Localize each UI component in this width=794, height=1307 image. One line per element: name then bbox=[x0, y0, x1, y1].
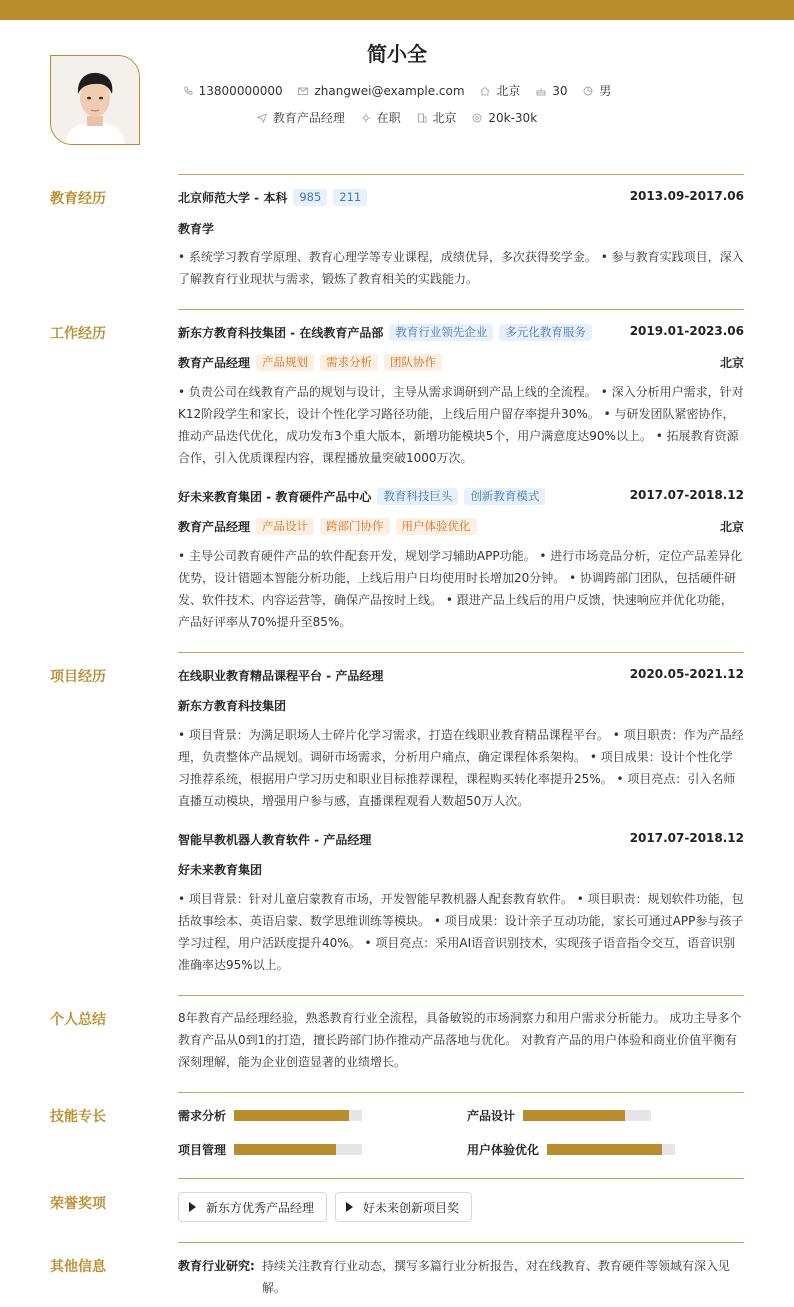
skill-name: 产品设计 bbox=[467, 1109, 516, 1123]
major: 教育学 bbox=[178, 222, 215, 236]
work-date: 2017.07-2018.12 bbox=[629, 488, 744, 502]
job-role: 教育产品经理 bbox=[178, 520, 251, 534]
project-header bbox=[178, 667, 744, 684]
work-location: 北京 bbox=[719, 356, 744, 370]
work-role-row bbox=[178, 518, 744, 535]
section-title-awards: 荣誉奖项 bbox=[50, 1196, 106, 1212]
education-date: 2013.09-2017.06 bbox=[629, 189, 744, 203]
top-accent-bar bbox=[0, 0, 794, 20]
company-tag: 教育行业领先企业 bbox=[389, 324, 493, 341]
gender-icon bbox=[583, 86, 593, 96]
skill-name: 项目管理 bbox=[178, 1143, 227, 1157]
skill-bar bbox=[523, 1110, 651, 1121]
work-date: 2019.01-2023.06 bbox=[629, 324, 744, 338]
divider bbox=[178, 995, 744, 996]
divider bbox=[178, 309, 744, 310]
email-icon bbox=[298, 86, 308, 96]
project-date: 2020.05-2021.12 bbox=[629, 667, 744, 681]
award-chip[interactable]: 新东方优秀产品经理 bbox=[178, 1192, 327, 1222]
position-item: 教育产品经理 bbox=[257, 109, 345, 126]
age-item: 30 bbox=[536, 84, 567, 98]
project-org: 新东方教育科技集团 bbox=[178, 699, 287, 713]
award-chip[interactable]: 好未来创新项目奖 bbox=[335, 1192, 472, 1222]
section-title-education: 教育经历 bbox=[50, 191, 106, 207]
phone-icon bbox=[183, 86, 193, 96]
section-title-summary: 个人总结 bbox=[50, 1012, 106, 1028]
skill-tag: 产品设计 bbox=[256, 518, 314, 535]
section-title-projects: 项目经历 bbox=[50, 669, 106, 685]
salary-item: 20k-30k bbox=[472, 111, 537, 125]
skill-bar-fill bbox=[523, 1110, 625, 1121]
project-header bbox=[178, 831, 744, 848]
company-name: 新东方教育科技集团 - 在线教育产品部 bbox=[178, 326, 384, 340]
company-tag: 创新教育模式 bbox=[464, 488, 545, 505]
cake-icon bbox=[536, 86, 546, 96]
skill-bar-fill bbox=[234, 1110, 349, 1121]
school-tag: 211 bbox=[333, 189, 367, 206]
home-icon bbox=[480, 86, 490, 96]
section-title-skills: 技能专长 bbox=[50, 1109, 106, 1125]
status-icon bbox=[361, 113, 371, 123]
divider bbox=[178, 1092, 744, 1093]
skill-bar bbox=[234, 1110, 362, 1121]
skill-bar-fill bbox=[547, 1144, 662, 1155]
play-icon bbox=[189, 1202, 196, 1212]
other-info-label: 教育行业研究: bbox=[178, 1259, 255, 1273]
salary-icon bbox=[472, 113, 482, 123]
project-name: 智能早教机器人教育软件 - 产品经理 bbox=[178, 833, 372, 847]
job-role: 教育产品经理 bbox=[178, 356, 251, 370]
section-title-other: 其他信息 bbox=[50, 1259, 106, 1275]
project-date: 2017.07-2018.12 bbox=[629, 831, 744, 845]
city-item: 北京 bbox=[417, 109, 457, 126]
skill-tag: 团队协作 bbox=[384, 354, 442, 371]
work-header bbox=[178, 488, 744, 505]
divider bbox=[178, 1242, 744, 1243]
skill-name: 用户体验优化 bbox=[467, 1143, 540, 1157]
summary-text: 8年教育产品经理经验，熟悉教育行业全流程，具备敏锐的市场洞察力和用户需求分析能力。 成功主导多个教育产品从0到1的打造，擅长跨部门协作推动产品落地与优化。 对教育产品的用户体验和商业价值平衡有深刻理解，能为企业创造显著的业绩增长。 bbox=[178, 1011, 742, 1069]
school-tag: 985 bbox=[293, 189, 327, 206]
project-name: 在线职业教育精品课程平台 - 产品经理 bbox=[178, 669, 384, 683]
work-description: • 负责公司在线教育产品的规划与设计，主导从需求调研到产品上线的全流程。 • 深入分析用户需求，针对K12阶段学生和家长，设计个性化学习路径功能，上线后用户留存率提升30%。 • 与研发团队紧密协作，推动产品迭代优化，成功发布3个重大版本，新增功能模块5个，用户满意度达90%以上。 • 拓展教育资源合作，引入优质课程内容，课程播放量突破1000万次。 bbox=[178, 385, 744, 465]
company-tag: 教育科技巨头 bbox=[377, 488, 458, 505]
work-description: • 主导公司教育硬件产品的软件配套开发，规划学习辅助APP功能。 • 进行市场竞品分析，定位产品差异化优势，设计错题本智能分析功能，上线后用户日均使用时长增加20分钟。 • 协调跨部门团队，包括硬件研发、软件技术、内容运营等，确保产品按时上线。 • 跟进产品上线后的用户反馈，快速响应并优化功能，产品好评率从70%提升至85%。 bbox=[178, 549, 743, 629]
work-location: 北京 bbox=[719, 520, 744, 534]
other-info-text: 持续关注教育行业动态，撰写多篇行业分析报告，对在线教育、教育硬件等领域有深入见解。 bbox=[262, 1259, 731, 1295]
email-item: zhangwei@example.com bbox=[298, 84, 464, 98]
divider bbox=[178, 174, 744, 175]
skill-bar-fill bbox=[234, 1144, 336, 1155]
skill-bar bbox=[234, 1144, 362, 1155]
school-name: 北京师范大学 - 本科 bbox=[178, 191, 288, 205]
skill-bar bbox=[547, 1144, 675, 1155]
skill-tag: 产品规划 bbox=[256, 354, 314, 371]
building-icon bbox=[417, 113, 427, 123]
project-org: 好未来教育集团 bbox=[178, 863, 263, 877]
candidate-name: 简小全 bbox=[367, 42, 427, 66]
work-role-row bbox=[178, 354, 744, 371]
education-header bbox=[178, 189, 744, 206]
company-tag: 多元化教育服务 bbox=[499, 324, 592, 341]
skill-name: 需求分析 bbox=[178, 1109, 227, 1123]
avatar bbox=[50, 55, 140, 145]
work-header bbox=[178, 324, 744, 341]
project-description: • 项目背景：针对儿童启蒙教育市场，开发智能早教机器人配套教育软件。 • 项目职责：规划软件功能，包括故事绘本、英语启蒙、数学思维训练等模块。 • 项目成果：设计亲子互动功能，家长可通过APP参与孩子学习过程，用户活跃度提升40%。 • 项目亮点：采用AI语音识别技术，实现孩子语音指令交互，语音识别准确率达95%以上。 bbox=[178, 892, 744, 972]
job-intent-line bbox=[0, 109, 794, 126]
education-description: • 系统学习教育学原理、教育心理学等专业课程，成绩优异，多次获得奖学金。 • 参与教育实践项目，深入了解教育行业现状与需求，锻炼了教育相关的实践能力。 bbox=[178, 250, 744, 286]
section-title-work: 工作经历 bbox=[50, 326, 106, 342]
divider bbox=[178, 652, 744, 653]
play-icon bbox=[346, 1202, 353, 1212]
project-description: • 项目背景：为满足职场人士碎片化学习需求，打造在线职业教育精品课程平台。 • 项目职责：作为产品经理，负责整体产品规划。调研市场需求，分析用户痛点，确定课程体系架构。 • 项目成果：设计个性化学习推荐系统，根据用户学习历史和职业目标推荐课程，课程购买转化率提升25%。 • 项目亮点：引入名师直播互动模块，增强用户参与感，直播课程观看人数超50万人次。 bbox=[178, 728, 744, 808]
hometown-item: 北京 bbox=[480, 82, 520, 99]
gender-item: 男 bbox=[583, 82, 611, 99]
status-item: 在职 bbox=[361, 109, 401, 126]
phone-item: 13800000000 bbox=[183, 84, 283, 98]
contact-line bbox=[0, 82, 794, 99]
send-icon bbox=[257, 113, 267, 123]
skill-tag: 需求分析 bbox=[320, 354, 378, 371]
skill-tag: 用户体验优化 bbox=[396, 518, 477, 535]
skill-tag: 跨部门协作 bbox=[320, 518, 390, 535]
divider bbox=[178, 1178, 744, 1179]
company-name: 好未来教育集团 - 教育硬件产品中心 bbox=[178, 490, 372, 504]
